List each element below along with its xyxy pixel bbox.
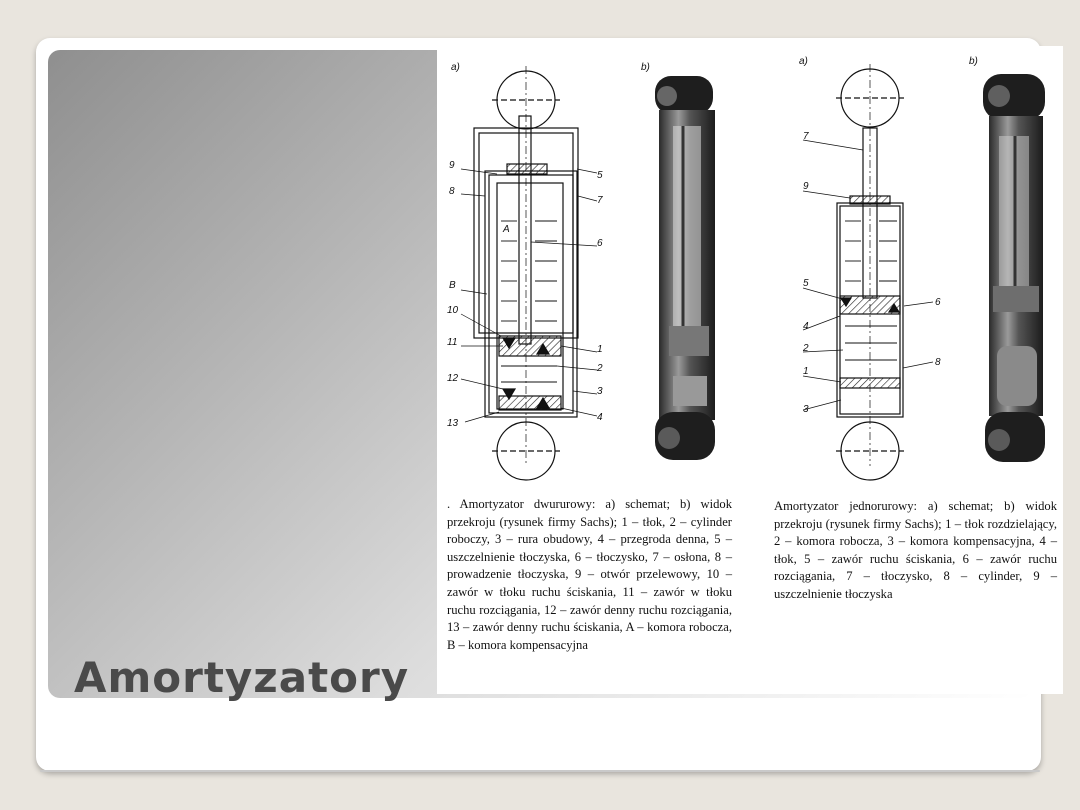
- svg-text:b): b): [641, 62, 650, 73]
- twin-tube-labels: [447, 62, 650, 429]
- caption-mono-tube: Amortyzator jednorurowy: a) schemat; b) widok przekroju (rysunek firmy Sachs); 1 – tłok rozdzielający, 2 – komora robocza, 3 – komora kompensacyjna, 4 – tłok, 5 – zawór ruchu ściskania, 6 – zawór ruchu rozciągania, 7 – tłoczysko, 8 – cylinder, 9 – uszczelnienie tłoczyska: [774, 499, 1057, 601]
- svg-text:9: 9: [803, 181, 809, 192]
- svg-text:3: 3: [803, 404, 809, 415]
- svg-text:13: 13: [447, 418, 459, 429]
- caption-twin-tube: . Amortyzator dwururowy: a) schemat; b) widok przekroju (rysunek firmy Sachs); 1 – tłok, 2 – cylinder roboczy, 3 – rura obudowy, 4 – przegroda denna, 5 – uszczelnienie tłoczyska, 6 – tłoczysko, 7 – osłona, 8 – prowadzenie tłoczyska, 9 – otwór przelewowy, 10 – zawór w tłoku ruchu ściskania, 11 – zawór w tłoku ruchu rozciągania, 12 – zawór denny ruchu rozciągania, 13 – zawór denny ruchu ściskania, A – komora robocza, B – komora kompensacyjna: [447, 497, 732, 652]
- twin-tube-schematic: [461, 66, 597, 480]
- svg-text:b): b): [969, 56, 978, 67]
- mono-tube-schematic: [803, 64, 933, 480]
- svg-text:8: 8: [935, 357, 941, 368]
- mono-tube-cutaway-photo: [983, 74, 1045, 462]
- svg-text:B: B: [449, 280, 456, 291]
- svg-text:5: 5: [597, 170, 603, 181]
- svg-text:1: 1: [803, 366, 809, 377]
- svg-text:1: 1: [597, 344, 603, 355]
- svg-text:a): a): [451, 62, 460, 73]
- svg-text:4: 4: [803, 321, 809, 332]
- svg-text:7: 7: [803, 131, 809, 142]
- svg-text:12: 12: [447, 373, 459, 384]
- svg-text:10: 10: [447, 305, 459, 316]
- svg-text:6: 6: [935, 297, 941, 308]
- svg-text:2: 2: [803, 343, 809, 354]
- scanned-figure: [437, 46, 1063, 694]
- slide-title: Amortyzatory: [74, 653, 410, 702]
- shock-absorber-drawings: [437, 46, 1063, 496]
- svg-text:9: 9: [449, 160, 455, 171]
- svg-text:8: 8: [449, 186, 455, 197]
- svg-text:7: 7: [597, 195, 603, 206]
- svg-text:2: 2: [597, 363, 603, 374]
- slide-shadow-line: [40, 770, 1040, 772]
- mono-tube-labels: [799, 56, 978, 415]
- svg-text:5: 5: [803, 278, 809, 289]
- svg-text:3: 3: [597, 386, 603, 397]
- svg-text:A: A: [503, 224, 510, 235]
- svg-text:11: 11: [447, 337, 458, 348]
- svg-text:a): a): [799, 56, 808, 67]
- svg-text:4: 4: [597, 412, 603, 423]
- twin-tube-cutaway-photo: [655, 76, 715, 460]
- svg-text:6: 6: [597, 238, 603, 249]
